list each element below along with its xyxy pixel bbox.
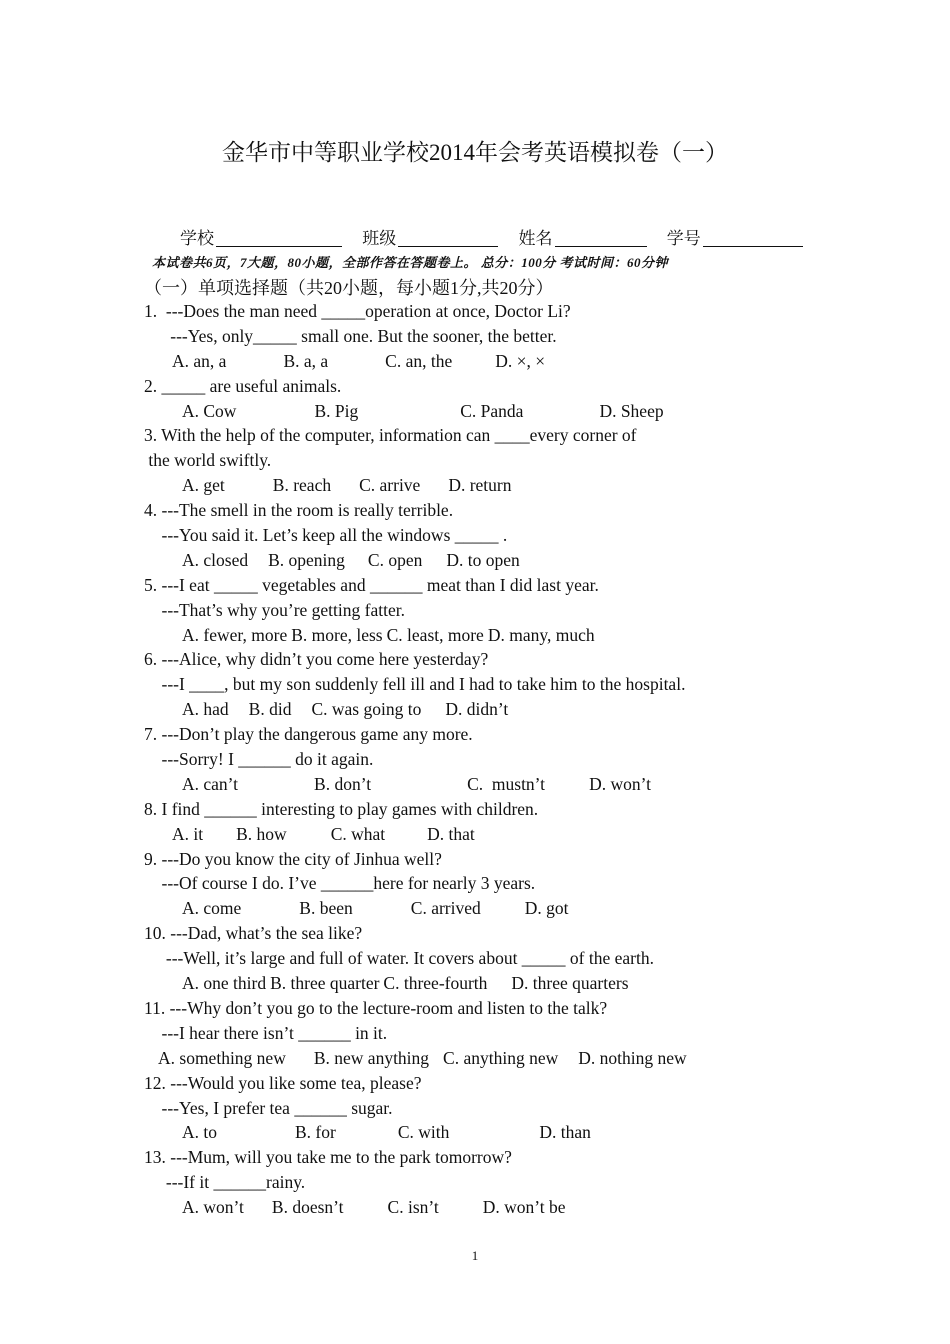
- number-blank[interactable]: [703, 230, 803, 247]
- answer-option[interactable]: A. won’t: [182, 1197, 244, 1218]
- question-item: [144, 996, 687, 1071]
- question-item: [144, 299, 687, 374]
- answer-option[interactable]: B. been: [299, 898, 353, 919]
- answer-option[interactable]: B. did: [248, 699, 292, 720]
- question-item: [144, 573, 687, 648]
- question-text: ---Yes, I prefer tea ______ sugar.: [144, 1097, 393, 1118]
- name-blank[interactable]: [555, 230, 647, 247]
- question-item: [144, 797, 687, 847]
- question-text: 6. ---Alice, why didn’t you come here yesterday?: [144, 649, 489, 670]
- answer-option[interactable]: D. ×, ×: [495, 350, 546, 371]
- answer-option[interactable]: D. three quarters: [511, 973, 629, 994]
- answer-option[interactable]: C. three-fourth: [383, 973, 488, 994]
- question-text: 7. ---Don’t play the dangerous game any more.: [144, 724, 473, 745]
- answer-option[interactable]: B. how: [236, 823, 287, 844]
- answer-options: [144, 1120, 687, 1145]
- answer-options: [144, 896, 687, 921]
- question-item: [144, 1145, 687, 1220]
- question-text: ---I hear there isn’t ______ in it.: [144, 1022, 388, 1043]
- answer-option[interactable]: C. with: [397, 1122, 450, 1143]
- question-item: [144, 374, 687, 424]
- question-text: 12. ---Would you like some tea, please?: [144, 1072, 422, 1093]
- class-label: 班级: [362, 229, 397, 248]
- answer-option[interactable]: A. an, a: [172, 350, 227, 371]
- answer-option[interactable]: A. had: [182, 699, 229, 720]
- question-item: [144, 921, 687, 996]
- answer-option[interactable]: B. more, less: [291, 624, 383, 645]
- question-item: [144, 423, 687, 498]
- question-text: ---If it ______rainy.: [144, 1172, 306, 1193]
- answer-option[interactable]: D. nothing new: [578, 1047, 687, 1068]
- answer-option[interactable]: D. won’t be: [482, 1197, 566, 1218]
- answer-option[interactable]: D. got: [524, 898, 569, 919]
- exam-note: 本试卷共6页，7大题，80小题，全部作答在答题卷上。 总分：100分 考试时间：60分钟: [152, 255, 669, 270]
- question-item: [144, 647, 687, 722]
- question-text: ---Yes, only_____ small one. But the sooner, the better.: [144, 325, 557, 346]
- answer-options: [144, 548, 687, 573]
- answer-option[interactable]: C. what: [330, 823, 386, 844]
- question-text: ---I ____, but my son suddenly fell ill and I had to take him to the hospital.: [144, 674, 686, 695]
- question-item: [144, 722, 687, 797]
- question-text: 10. ---Dad, what’s the sea like?: [144, 923, 363, 944]
- answer-option[interactable]: D. Sheep: [599, 400, 664, 421]
- question-text: 4. ---The smell in the room is really terrible.: [144, 500, 454, 521]
- answer-option[interactable]: B. three quarter: [270, 973, 380, 994]
- answer-option[interactable]: A. fewer, more: [182, 624, 288, 645]
- question-text: ---Of course I do. I’ve ______here for nearly 3 years.: [144, 873, 536, 894]
- question-text: ---That’s why you’re getting fatter.: [144, 599, 405, 620]
- answer-option[interactable]: A. one third: [182, 973, 267, 994]
- answer-options: [144, 822, 687, 847]
- answer-options: [144, 623, 687, 648]
- question-text: 11. ---Why don’t you go to the lecture-room and listen to the talk?: [144, 997, 608, 1018]
- answer-options: [144, 772, 687, 797]
- question-text: 1. ---Does the man need _____operation at once, Doctor Li?: [144, 301, 571, 321]
- answer-option[interactable]: C. mustn’t: [467, 773, 546, 794]
- answer-option[interactable]: C. least, more: [386, 624, 484, 645]
- answer-options: [144, 1046, 687, 1071]
- answer-option[interactable]: D. return: [448, 475, 512, 496]
- answer-option[interactable]: A. something new: [158, 1047, 286, 1068]
- answer-option[interactable]: D. than: [539, 1122, 591, 1143]
- answer-option[interactable]: B. opening: [268, 549, 345, 570]
- answer-options: [144, 697, 687, 722]
- answer-options: [144, 399, 687, 424]
- question-list: [144, 299, 687, 1220]
- answer-option[interactable]: C. isn’t: [387, 1197, 439, 1218]
- answer-option[interactable]: C. open: [367, 549, 423, 570]
- answer-option[interactable]: A. closed: [182, 549, 249, 570]
- number-label: 学号: [666, 229, 701, 248]
- school-blank[interactable]: [216, 230, 342, 247]
- school-label: 学校: [180, 229, 214, 248]
- question-text: ---Well, it’s large and full of water. It covers about _____ of the earth.: [144, 948, 654, 969]
- answer-options: [144, 473, 687, 498]
- answer-option[interactable]: A. to: [182, 1122, 217, 1143]
- answer-option[interactable]: C. arrive: [359, 475, 421, 496]
- answer-option[interactable]: A. it: [172, 823, 204, 844]
- answer-option[interactable]: C. an, the: [385, 350, 453, 371]
- question-item: [144, 847, 687, 922]
- answer-option[interactable]: C. Panda: [460, 400, 524, 421]
- answer-option[interactable]: B. doesn’t: [271, 1197, 344, 1218]
- answer-option[interactable]: D. didn’t: [445, 699, 509, 720]
- answer-option[interactable]: B. a, a: [283, 350, 329, 371]
- exam-title: 金华市中等职业学校2014年会考英语模拟卷（一）: [222, 140, 728, 165]
- question-text: 13. ---Mum, will you take me to the park tomorrow?: [144, 1147, 512, 1168]
- answer-option[interactable]: D. won’t: [589, 773, 651, 794]
- answer-option[interactable]: A. Cow: [182, 400, 237, 421]
- question-item: [144, 1071, 687, 1146]
- answer-option[interactable]: B. new anything: [313, 1047, 430, 1068]
- answer-option[interactable]: C. was going to: [311, 699, 422, 720]
- answer-options: [144, 349, 687, 374]
- page-number: 1: [471, 1248, 479, 1263]
- question-text: ---Sorry! I ______ do it again.: [144, 749, 374, 770]
- question-text: 9. ---Do you know the city of Jinhua well?: [144, 848, 442, 869]
- question-text: 3. With the help of the computer, information can ____every corner of: [144, 425, 637, 446]
- answer-option[interactable]: B. reach: [272, 475, 332, 496]
- answer-options: [144, 1195, 687, 1220]
- section-heading: （一）单项选择题（共20小题，每小题1分,共20分）: [144, 278, 554, 298]
- answer-option[interactable]: B. for: [295, 1122, 336, 1143]
- class-blank[interactable]: [398, 230, 498, 247]
- question-text: 2. _____ are useful animals.: [144, 375, 342, 396]
- answer-option[interactable]: A. get: [182, 475, 225, 496]
- answer-option[interactable]: B. don’t: [314, 773, 372, 794]
- question-text: 8. I find ______ interesting to play games with children.: [144, 798, 539, 819]
- answer-option[interactable]: D. that: [427, 823, 475, 844]
- answer-option[interactable]: C. anything new: [443, 1047, 559, 1068]
- answer-options: [144, 971, 687, 996]
- answer-option[interactable]: D. to open: [446, 549, 520, 570]
- answer-option[interactable]: C. arrived: [410, 898, 481, 919]
- student-info-row: [180, 224, 819, 249]
- answer-option[interactable]: A. can’t: [182, 773, 239, 794]
- question-text: ---You said it. Let’s keep all the windows _____ .: [144, 525, 508, 546]
- answer-option[interactable]: D. many, much: [487, 624, 595, 645]
- answer-option[interactable]: B. Pig: [314, 400, 359, 421]
- question-item: [144, 498, 687, 573]
- question-text: the world swiftly.: [144, 450, 272, 471]
- question-text: 5. ---I eat _____ vegetables and ______ meat than I did last year.: [144, 574, 599, 595]
- answer-option[interactable]: A. come: [182, 898, 242, 919]
- name-label: 姓名: [518, 229, 553, 248]
